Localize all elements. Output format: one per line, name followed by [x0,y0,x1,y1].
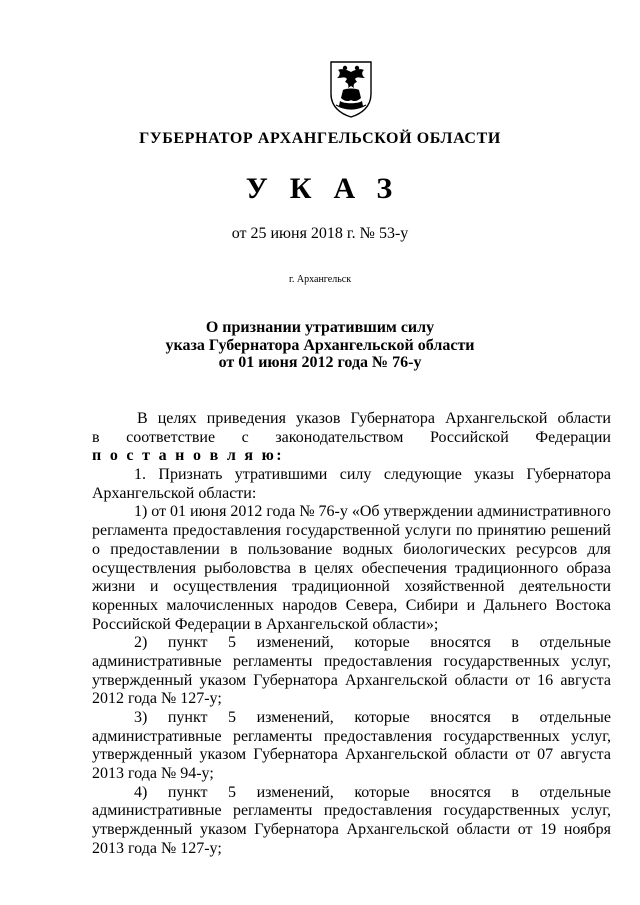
body-word: 5 [228,709,237,726]
body-word: деятельности [519,578,611,596]
body-word: силу [339,466,372,484]
body-word: в [230,540,238,558]
body-word: государственной [286,522,401,540]
body-word: регламенты [232,727,313,745]
body-word: услуг, [571,727,611,745]
body-word: биологических [403,540,506,558]
body-word: 76-у [318,503,348,521]
body-word: по [455,522,473,540]
body-word: от [151,503,167,521]
body-word: ресурсов [516,540,578,558]
body-word: № [299,503,315,521]
body-word: указы [474,466,514,484]
body-word: народов [282,596,338,614]
body-word: указом [199,821,247,839]
body-line: 2012 года № 127-у; [92,690,222,708]
body-line: Архангельской области: [92,484,257,502]
body-word: предоставления [323,652,433,670]
body-word: пункт [167,709,208,726]
body-word: в [511,783,519,801]
body-word: которые [354,709,410,726]
body-word: в [92,428,100,446]
body-word: августа [560,746,611,764]
title-line: от 01 июня 2012 года № 76-у [218,354,422,372]
body-word: утвержденный [92,746,193,764]
body-line [92,503,611,522]
body-line [92,709,611,728]
body-word: изменений, [256,709,334,726]
body-word: Губернатора [526,466,611,484]
body-word: осуществления [92,559,197,577]
body-word: Сибири [405,596,459,614]
body-word: о [92,540,100,558]
body-word: вносятся [430,709,491,726]
body-word: которые [354,783,410,801]
body-word: Губернатора [254,821,339,839]
body-word: от [515,746,530,764]
body-word: указов [295,410,341,427]
body-word: предоставления [323,727,433,745]
body-line [92,728,611,747]
body-word: хозяйственной [404,578,505,596]
body-word: области [454,671,509,689]
body-line [92,653,611,672]
body-word: услуг, [571,802,611,820]
body-word: для [587,540,611,558]
body-word: «Об [351,503,380,521]
body-word: административные [92,727,222,745]
body-line [92,802,611,821]
body-line [92,522,611,541]
document-type: УКАЗ [245,172,415,205]
body-word: Дальнего [483,596,547,614]
body-word: июня [190,503,227,521]
body-word: услуг, [571,652,611,670]
body-line: 2013 года № 94-у; [92,765,214,783]
body-word: водных [342,540,394,558]
body-line [92,597,611,616]
body-word: административные [92,802,222,820]
body-word: Признать [158,466,223,484]
body-line [92,746,611,765]
body-word: образа [566,559,611,577]
body-word: регламенты [232,652,313,670]
body-word: Архангельской [345,746,448,764]
body-line [92,821,611,840]
body-line: Российской Федерации в Архангельской области»; [92,615,439,633]
coat-of-arms-icon [328,60,374,118]
body-word: утвержденный [92,821,193,839]
body-word: рыболовства [204,559,291,577]
body-word: предоставления [172,522,282,540]
body-line [92,560,611,579]
body-word: Губернатора [253,746,338,764]
body-word: в [298,559,307,577]
body-word: Федерации [535,428,611,446]
body-word: которые [354,634,410,652]
body-line [92,784,611,803]
body-word: административного [477,503,611,521]
body-word: регламенты [232,802,313,820]
body-word: 07 [537,746,554,764]
body-word: изменений, [256,783,334,801]
body-line [92,634,611,653]
body-word: Губернатора [350,410,436,427]
body-word: отдельные [539,783,611,801]
body-word: пункт [167,634,208,652]
body-line [92,672,611,691]
body-word: от [517,821,533,839]
body-word: предоставления [323,802,433,820]
body-word: 3) [134,709,148,726]
body-word: принятию [477,522,546,540]
body-word: приведения [206,410,286,427]
body-word: 19 [540,821,557,839]
body-word: указом [199,671,247,689]
issuing-authority: ГУБЕРНАТОР АРХАНГЕЛЬСКОЙ ОБЛАСТИ [139,130,501,147]
body-word: 5 [228,634,237,652]
body-word: 1) [134,503,148,521]
body-line [92,578,611,597]
body-word: отдельные [539,709,611,726]
body-word: традиционного [454,559,559,577]
decree-keyword: п о с т а н о в л я ю: [92,447,284,465]
body-word: 01 [170,503,187,521]
body-line [92,541,611,560]
body-word: малочисленных [166,596,274,614]
body-word: государственных [443,652,560,670]
title-line: указа Губернатора Архангельской области [165,336,475,354]
body-word: предоставлении [110,540,220,558]
body-word: целях [157,410,197,427]
body-word: законодательством [275,428,404,446]
body-word: утвержденный [92,671,193,689]
body-word: пользование [247,540,333,558]
body-word: В [137,410,148,427]
body-word: изменений, [256,634,334,652]
body-word: 5 [228,783,237,801]
body-word: обеспечения [361,559,447,577]
body-word: коренных [92,596,158,614]
body-word: целях [314,559,354,577]
body-line [92,466,611,485]
body-word: решений [550,522,611,540]
body-word: утверждении [383,503,474,521]
body-word: области [557,410,611,427]
body-line [92,447,611,466]
body-word: вносятся [430,783,491,801]
body-word: Востока [555,596,611,614]
body-word: ноября [563,821,611,839]
body-word: 16 [537,671,554,689]
title-line: О признании утратившим силу [205,319,435,336]
body-word: государственных [443,727,560,745]
document-body [92,410,611,859]
body-word: от [515,671,530,689]
body-word: Российской [429,428,509,446]
body-word: отдельные [539,634,611,652]
body-word: года [266,503,296,521]
body-word: государственных [443,802,560,820]
body-word: услуги [404,522,452,540]
body-word: следующие [383,466,462,484]
body-word: традиционной [292,578,390,596]
body-word: жизни [92,578,136,596]
body-word: Архангельской [346,821,449,839]
body-word: указом [199,746,247,764]
body-word: и [466,596,476,614]
body-word: с [241,428,249,446]
body-word: в [511,634,519,652]
body-word: области [456,821,511,839]
body-word: Архангельской [345,671,448,689]
body-word: и [149,578,159,596]
body-word: в [511,709,519,726]
body-line [92,410,611,429]
body-line [92,429,611,448]
document-title [0,319,640,372]
body-word: августа [560,671,611,689]
body-word: осуществления [173,578,278,596]
body-word: Губернатора [253,671,338,689]
body-word: Севера, [345,596,398,614]
body-word: вносятся [430,634,491,652]
body-word: регламента [92,522,169,540]
body-word: 2012 [230,503,263,521]
document-date-number: от 25 июня 2018 г. № 53-у [231,225,409,242]
body-line: 2013 года № 127-у; [92,839,222,857]
body-word: пункт [167,783,208,801]
body-word: 2) [134,634,148,652]
body-word: соответствие [126,428,216,446]
body-word: 4) [134,783,148,801]
body-word: области [454,746,509,764]
body-word: административные [92,652,222,670]
body-word: утратившими [234,466,328,484]
body-word: 1. [134,466,146,484]
document-place: г. Архангельск [288,274,352,285]
body-word: Архангельской [445,410,548,427]
